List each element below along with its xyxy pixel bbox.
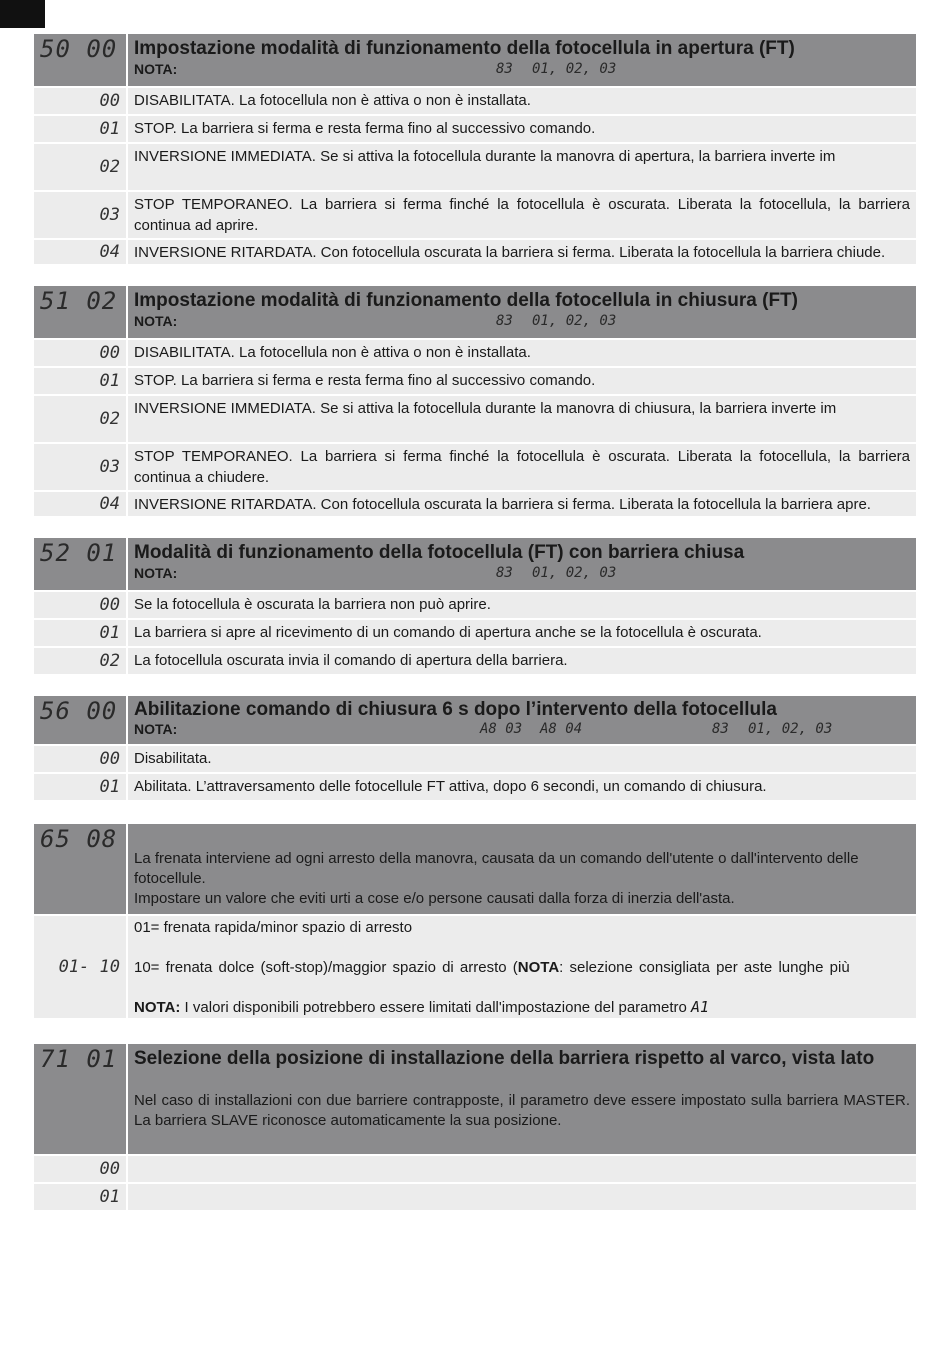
table-row [34, 116, 916, 144]
option-description: STOP. La barriera si ferma e resta ferma fino al successivo comando. [134, 372, 596, 389]
option-description: INVERSIONE IMMEDIATA. Se si attiva la fotocellula durante la manovra di apertura, la barriera inverte im [134, 148, 836, 165]
table-row [34, 88, 916, 116]
option-value: 03 [34, 192, 128, 238]
table-row [34, 444, 916, 492]
parameter-code: 50 00 [34, 34, 128, 86]
option-line: 10= frenata dolce (soft-stop)/maggior spazio di arresto (NOTA: selezione consigliata per aste lunghe più [134, 959, 850, 976]
option-value: 01- 10 [34, 916, 128, 1018]
parameter-description: Nel caso di installazioni con due barriere contrapposte, il parametro deve essere impostato sulla barriera MASTER. La barriera SLAVE riconosce automaticamente la sua posizione. [134, 1092, 910, 1129]
nota-line [134, 61, 910, 79]
option-description: La barriera si apre al ricevimento di un comando di apertura anche se la fotocellula è oscurata. [134, 624, 762, 641]
nota-line [134, 313, 910, 331]
option-description: Disabilitata. [134, 750, 212, 767]
parameter-title-cell [128, 538, 916, 590]
nota-line [134, 721, 910, 739]
option-value: 00 [34, 88, 128, 114]
parameter-description-2: Impostare un valore che eviti urti a cose e/o persone causati dalla forza di inerzia dell'asta. [134, 890, 735, 907]
parameter-title: Abilitazione comando di chiusura 6 s dopo l’intervento della fotocellula [134, 699, 777, 720]
option-value: 03 [34, 444, 128, 490]
option-value: 00 [34, 592, 128, 618]
table-row [34, 192, 916, 240]
parameter-title: Modalità di funzionamento della fotocellula (FT) con barriera chiusa [134, 542, 745, 563]
corner-tab [0, 0, 45, 28]
option-value: 02 [34, 648, 128, 674]
option-value: 01 [34, 774, 128, 800]
option-value: 02 [34, 396, 128, 442]
parameter-code: 65 08 [34, 824, 128, 914]
option-value: 01 [34, 1184, 128, 1210]
nota-line [134, 565, 910, 583]
parameter-header [34, 1044, 916, 1156]
table-row [34, 340, 916, 368]
parameter-code: 71 01 [34, 1044, 128, 1154]
parameter-description-cell [128, 824, 916, 914]
option-description [128, 1184, 916, 1210]
table-row [34, 774, 916, 802]
option-value: 00 [34, 746, 128, 772]
parameter-71 [34, 1044, 916, 1212]
table-row [34, 144, 916, 192]
option-value: 04 [34, 492, 128, 516]
parameter-title-cell [128, 286, 916, 338]
nota-code: 83 [496, 313, 513, 329]
nota-code: 01, 02, 03 [532, 313, 617, 329]
table-row [34, 620, 916, 648]
parameter-code-inline: A1 [691, 998, 710, 1016]
table-row [34, 368, 916, 396]
parameter-header [34, 286, 916, 340]
table-row [34, 746, 916, 774]
option-description: INVERSIONE IMMEDIATA. Se si attiva la fotocellula durante la manovra di chiusura, la barriera inverte im [134, 400, 837, 417]
table-row [34, 240, 916, 266]
option-description: INVERSIONE RITARDATA. Con fotocellula oscurata la barriera si ferma. Liberata la fotocellula la barriera apre. [134, 496, 871, 513]
parameter-header [34, 696, 916, 746]
parameter-51 [34, 286, 916, 518]
nota-label: NOTA: [134, 721, 178, 737]
nota-label: NOTA: [134, 565, 178, 581]
option-description: Se la fotocellula è oscurata la barriera non può aprire. [134, 596, 491, 613]
option-description [128, 916, 916, 1018]
parameter-title-cell [128, 696, 916, 744]
nota-code: 01, 02, 03 [532, 565, 617, 581]
nota-code: 01, 02, 03 [748, 721, 833, 737]
table-row [34, 492, 916, 518]
option-value: 01 [34, 116, 128, 142]
parameter-title: Selezione della posizione di installazione della barriera rispetto al varco, vista lato [134, 1048, 875, 1069]
parameter-code: 52 01 [34, 538, 128, 590]
option-note: NOTA: I valori disponibili potrebbero essere limitati dall'impostazione del parametro A1 [134, 998, 710, 1016]
parameter-header [34, 538, 916, 592]
nota-code: A8 04 [540, 721, 583, 737]
option-description: STOP. La barriera si ferma e resta ferma fino al successivo comando. [134, 120, 596, 137]
option-line: 01= frenata rapida/minor spazio di arresto [134, 919, 413, 936]
parameter-56 [34, 696, 916, 802]
table-row [34, 1156, 916, 1184]
parameter-title: Impostazione modalità di funzionamento della fotocellula in apertura (FT) [134, 38, 795, 59]
option-description: DISABILITATA. La fotocellula non è attiva o non è installata. [134, 344, 531, 361]
option-description: Abilitata. L’attraversamento delle fotocellule FT attiva, dopo 6 secondi, un comando di chiusura. [134, 778, 767, 795]
nota-code: 01, 02, 03 [532, 61, 617, 77]
nota-code: 83 [496, 565, 513, 581]
option-value: 02 [34, 144, 128, 190]
parameter-code: 56 00 [34, 696, 128, 744]
option-value: 04 [34, 240, 128, 264]
parameter-title-cell [128, 1044, 916, 1154]
nota-code: 83 [496, 61, 513, 77]
option-description [128, 1156, 916, 1182]
nota-label: NOTA: [134, 313, 178, 329]
option-description: STOP TEMPORANEO. La barriera si ferma finché la fotocellula è oscurata. Liberata la fotocellula, la barriera continua a chiudere. [134, 448, 910, 486]
table-row [34, 592, 916, 620]
parameter-description: La frenata interviene ad ogni arresto della manovra, causata da un comando dell'utente o dall'intervento delle fotocellule. [134, 850, 859, 887]
parameter-header [34, 824, 916, 916]
option-description: DISABILITATA. La fotocellula non è attiva o non è installata. [134, 92, 531, 109]
parameter-header [34, 34, 916, 88]
option-description: STOP TEMPORANEO. La barriera si ferma finché la fotocellula è oscurata. Liberata la fotocellula, la barriera continua ad aprire. [134, 196, 910, 234]
option-value: 01 [34, 620, 128, 646]
option-value: 00 [34, 1156, 128, 1182]
table-row [34, 916, 916, 1020]
nota-code: A8 03 [480, 721, 523, 737]
option-value: 01 [34, 368, 128, 394]
parameter-title: Impostazione modalità di funzionamento della fotocellula in chiusura (FT) [134, 290, 798, 311]
table-row [34, 1184, 916, 1212]
option-value: 00 [34, 340, 128, 366]
parameter-code: 51 02 [34, 286, 128, 338]
option-description: La fotocellula oscurata invia il comando di apertura della barriera. [134, 652, 568, 669]
parameter-title-cell [128, 34, 916, 86]
table-row [34, 648, 916, 676]
parameter-50 [34, 34, 916, 266]
nota-label: NOTA: [134, 61, 178, 77]
parameter-65 [34, 824, 916, 1020]
table-row [34, 396, 916, 444]
option-description: INVERSIONE RITARDATA. Con fotocellula oscurata la barriera si ferma. Liberata la fotocellula la barriera chiude. [134, 244, 886, 261]
parameter-52 [34, 538, 916, 676]
nota-code: 83 [712, 721, 729, 737]
